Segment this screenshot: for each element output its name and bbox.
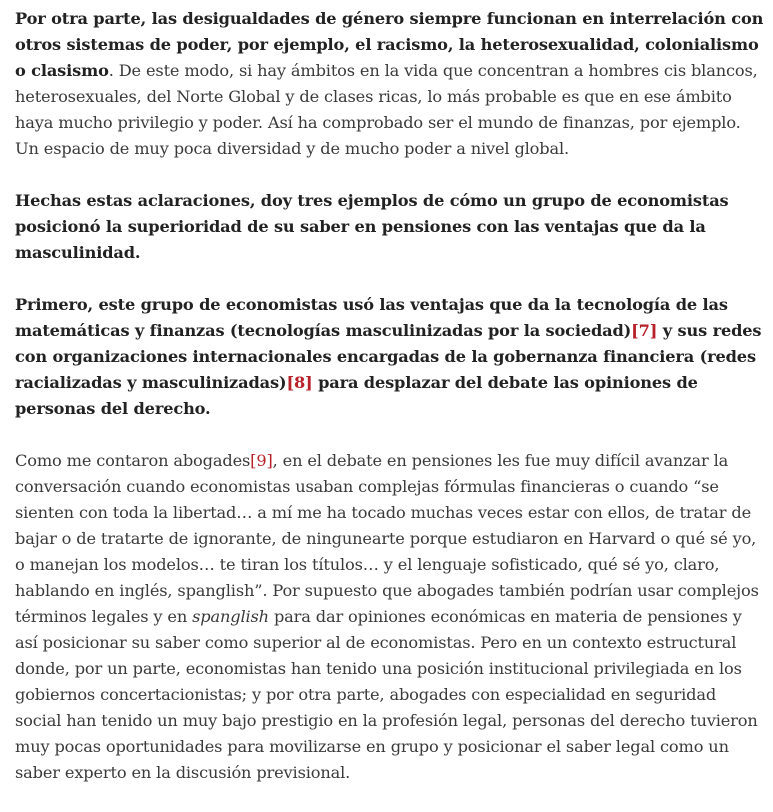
article-body: [15, 6, 765, 812]
paragraph-1-bold: Por otra parte, las desigualdades de género siempre funcionan en interrelación con otros sistemas de poder, por ejemplo, el racismo, la heterosexualidad, colonialismo o clasismo: [15, 9, 764, 80]
footnote-link-8[interactable]: [8]: [286, 373, 313, 392]
paragraph-3-part-2: y sus redes con organizaciones internacionales encargadas de la gobernanza financiera (redes racializadas y masculinizadas): [15, 321, 762, 392]
paragraph-4-part-3: para dar opiniones económicas en materia de pensiones y así posicionar su saber como superior al de economistas. Pero en un contexto estructural donde, por un parte, economistas han tenido una posición institucional privilegiada en los gobiernos concertacionistas; y por otra parte, abogades con especialidad en seguridad social han tenido un muy bajo prestigio en la profesión legal, personas del derecho tuvieron muy pocas oportunidades para movilizarse en grupo y posicionar el saber legal como un saber experto en la discusión previsional.: [15, 607, 758, 782]
paragraph-4-emphasis: spanglish: [192, 607, 269, 626]
paragraph-3-part-1: Primero, este grupo de economistas usó las ventajas que da la tecnología de las matemáticas y finanzas (tecnologías masculinizadas por la sociedad): [15, 295, 728, 340]
paragraph-1-rest: . De este modo, si hay ámbitos en la vida que concentran a hombres cis blancos, heterosexuales, del Norte Global y de clases ricas, lo más probable es que en ese ámbito haya mucho privilegio y poder. Así ha comprobado ser el mundo de finanzas, por ejemplo. Un espacio de muy poca diversidad y de mucho poder a nivel global.: [15, 61, 758, 158]
paragraph-4: [15, 448, 765, 786]
paragraph-1: [15, 6, 765, 162]
paragraph-2: Hechas estas aclaraciones, doy tres ejemplos de cómo un grupo de economistas posicionó la superioridad de su saber en pensiones con las ventajas que da la masculinidad.: [15, 191, 729, 262]
paragraph-4-part-2: , en el debate en pensiones les fue muy difícil avanzar la conversación cuando economistas usaban complejas fórmulas financieras o cuando “se sienten con toda la libertad… a mí me ha tocado muchas veces estar con ellos, de tratar de bajar o de tratarte de ignorante, de ningunearte porque estudiaron en Harvard o qué sé yo, o manejan los modelos… te tiran los títulos… y el lenguaje sofisticado, qué sé yo, claro, hablando en inglés, spanglish”. Por supuesto que abogades también podrían usar complejos términos legales y en: [15, 451, 759, 626]
footnote-link-7[interactable]: [7]: [631, 321, 658, 340]
footnote-link-9[interactable]: [9]: [250, 451, 273, 470]
paragraph-3: [15, 292, 765, 422]
paragraph-4-part-1: Como me contaron abogades: [15, 451, 251, 470]
paragraph-3-part-3: para desplazar del debate las opiniones de personas del derecho.: [15, 373, 698, 418]
